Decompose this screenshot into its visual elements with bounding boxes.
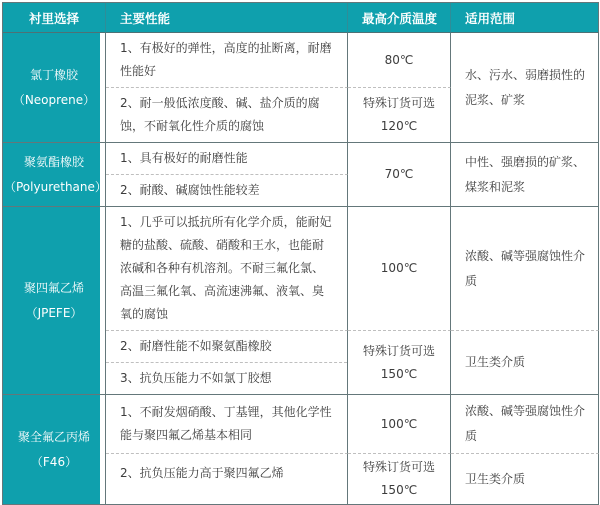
lining-cell (3, 33, 106, 143)
temp-cell: 特殊订货可选 150℃ (348, 454, 451, 505)
lining-subname: （Polyurethane） (4, 179, 107, 194)
temp-cell: 100℃ (348, 395, 451, 454)
lining-subname: （F46） (30, 454, 78, 469)
temp-cell: 70℃ (348, 143, 451, 207)
lining-subname: （JPEFE） (25, 305, 83, 320)
range-cell: 浓酸、碱等强腐蚀性介质 (451, 395, 599, 454)
temp-cell: 特殊订货可选 120℃ (348, 88, 451, 143)
performance-cell: 2、抗负压能力高于聚四氟乙烯 (106, 454, 348, 505)
performance-cell: 2、耐一般低浓度酸、碱、盐介质的腐蚀，不耐氧化性介质的腐蚀 (106, 88, 348, 143)
table-row (3, 143, 599, 175)
range-cell: 中性、强磨损的矿浆、煤浆和泥浆 (451, 143, 599, 207)
performance-cell: 1、几乎可以抵抗所有化学介质，能耐妃糖的盐酸、硫酸、硝酸和王水，也能耐浓碱和各种有机溶剂。不耐三氟化氯、高温三氟化氧、高流速沸氟、液氧、臭氧的腐蚀 (106, 207, 348, 331)
table-row (3, 33, 599, 88)
lining-subname: （Neoprene） (12, 92, 96, 107)
header-row (3, 3, 599, 33)
performance-cell: 1、有极好的弹性，高度的扯断离，耐磨性能好 (106, 33, 348, 88)
temp-cell: 80℃ (348, 33, 451, 88)
lining-cell (3, 207, 106, 395)
range-cell: 浓酸、碱等强腐蚀性介质 (451, 207, 599, 331)
temp-cell: 100℃ (348, 207, 451, 331)
lining-name: 氯丁橡胶 (29, 67, 78, 82)
lining-cell (3, 395, 106, 505)
table-row (3, 207, 599, 331)
temp-cell: 特殊订货可选 150℃ (348, 331, 451, 395)
performance-cell: 1、不耐发烟硝酸、丁基锂，其他化学性能与聚四氟乙烯基本相同 (106, 395, 348, 454)
lining-cell (3, 143, 106, 207)
header-cell-range: 适用范围 (451, 3, 599, 33)
range-cell: 水、污水、弱磨损性的泥浆、矿浆 (451, 33, 599, 143)
performance-cell: 2、耐磨性能不如聚氨酯橡胶 3、抗负压能力不如氯丁胶想 (106, 331, 348, 395)
table-row (3, 395, 599, 454)
lining-name: 聚全氟乙丙烯 (17, 429, 90, 444)
performance-cell: 1、具有极好的耐磨性能 (106, 143, 348, 175)
performance-cell: 2、耐酸、碱腐蚀性能较差 (106, 175, 348, 207)
header-cell-performance: 主要性能 (106, 3, 348, 33)
lining-selection-table (2, 2, 599, 505)
range-cell: 卫生类介质 (451, 454, 599, 505)
header-cell-lining: 衬里选择 (3, 3, 106, 33)
lining-name: 聚氨酯橡胶 (23, 154, 84, 169)
range-cell: 卫生类介质 (451, 331, 599, 395)
lining-name: 聚四氟乙烯 (23, 280, 84, 295)
header-cell-max-temp: 最高介质温度 (348, 3, 451, 33)
